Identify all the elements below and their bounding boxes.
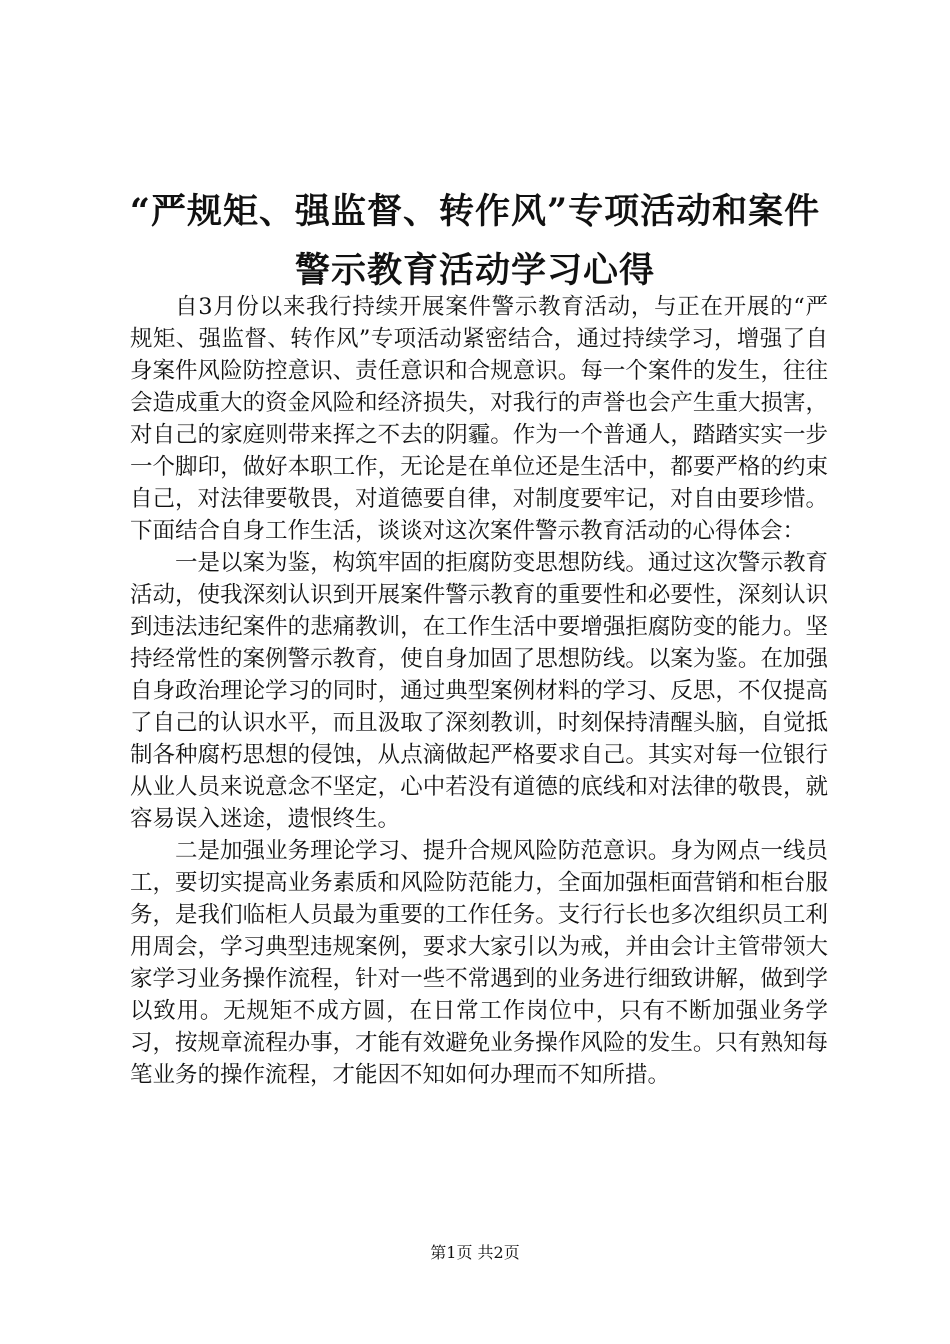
document-title (100, 182, 850, 300)
title-line-2: 警示教育活动学习心得 (294, 250, 655, 291)
paragraph-point-1: 一是以案为鉴，构筑牢固的拒腐防变思想防线。通过这次警示教育活动，使我深刻认识到开展案件警示教育的重要性和必要性，深刻认识到违法违纪案件的悲痛教训，在工作生活中要增强拒腐防变的能力。坚持经常性的案例警示教育，使自身加固了思想防线。以案为鉴。在加强自身政治理论学习的同时，通过典型案例材料的学习、反思，不仅提高了自己的认识水平，而且汲取了深刻教训，时刻保持清醒头脑，自觉抵制各种腐朽思想的侵蚀，从点滴做起严格要求自己。其实对每一位银行从业人员来说意念不坚定，心中若没有道德的底线和对法律的敬畏，就容易误入迷途，遗恨终生。 (130, 550, 828, 832)
title-line-1: “严规矩、强监督、转作风”专项活动和案件 (129, 191, 821, 232)
page-footer (0, 1243, 950, 1263)
paragraph-point-2: 二是加强业务理论学习、提升合规风险防范意识。身为网点一线员工，要切实提高业务素质和风险防范能力，全面加强柜面营销和柜台服务，是我们临柜人员最为重要的工作任务。支行行长也多次组织员工利用周会，学习典型违规案例，要求大家引以为戒，并由会计主管带领大家学习业务操作流程，针对一些不常遇到的业务进行细致讲解，做到学以致用。无规矩不成方圆，在日常工作岗位中，只有不断加强业务学习，按规章流程办事，才能有效避免业务操作风险的发生。只有熟知每笔业务的操作流程，才能因不知如何办理而不知所措。 (130, 838, 828, 1088)
document-body (130, 291, 828, 1091)
paragraph-intro: 自3月份以来我行持续开展案件警示教育活动，与正在开展的“严规矩、强监督、转作风”专项活动紧密结合，通过持续学习，增强了自身案件风险防控意识、责任意识和合规意识。每一个案件的发生，往往会造成重大的资金风险和经济损失，对我行的声誉也会产生重大损害，对自己的家庭则带来挥之不去的阴霾。作为一个普通人，踏踏实实一步一个脚印，做好本职工作，无论是在单位还是生活中，都要严格的约束自己，对法律要敬畏，对道德要自律，对制度要牢记，对自由要珍惜。下面结合自身工作生活，谈谈对这次案件警示教育活动的心得体会： (130, 294, 828, 544)
page-number: 第1页 共2页 (430, 1243, 520, 1262)
